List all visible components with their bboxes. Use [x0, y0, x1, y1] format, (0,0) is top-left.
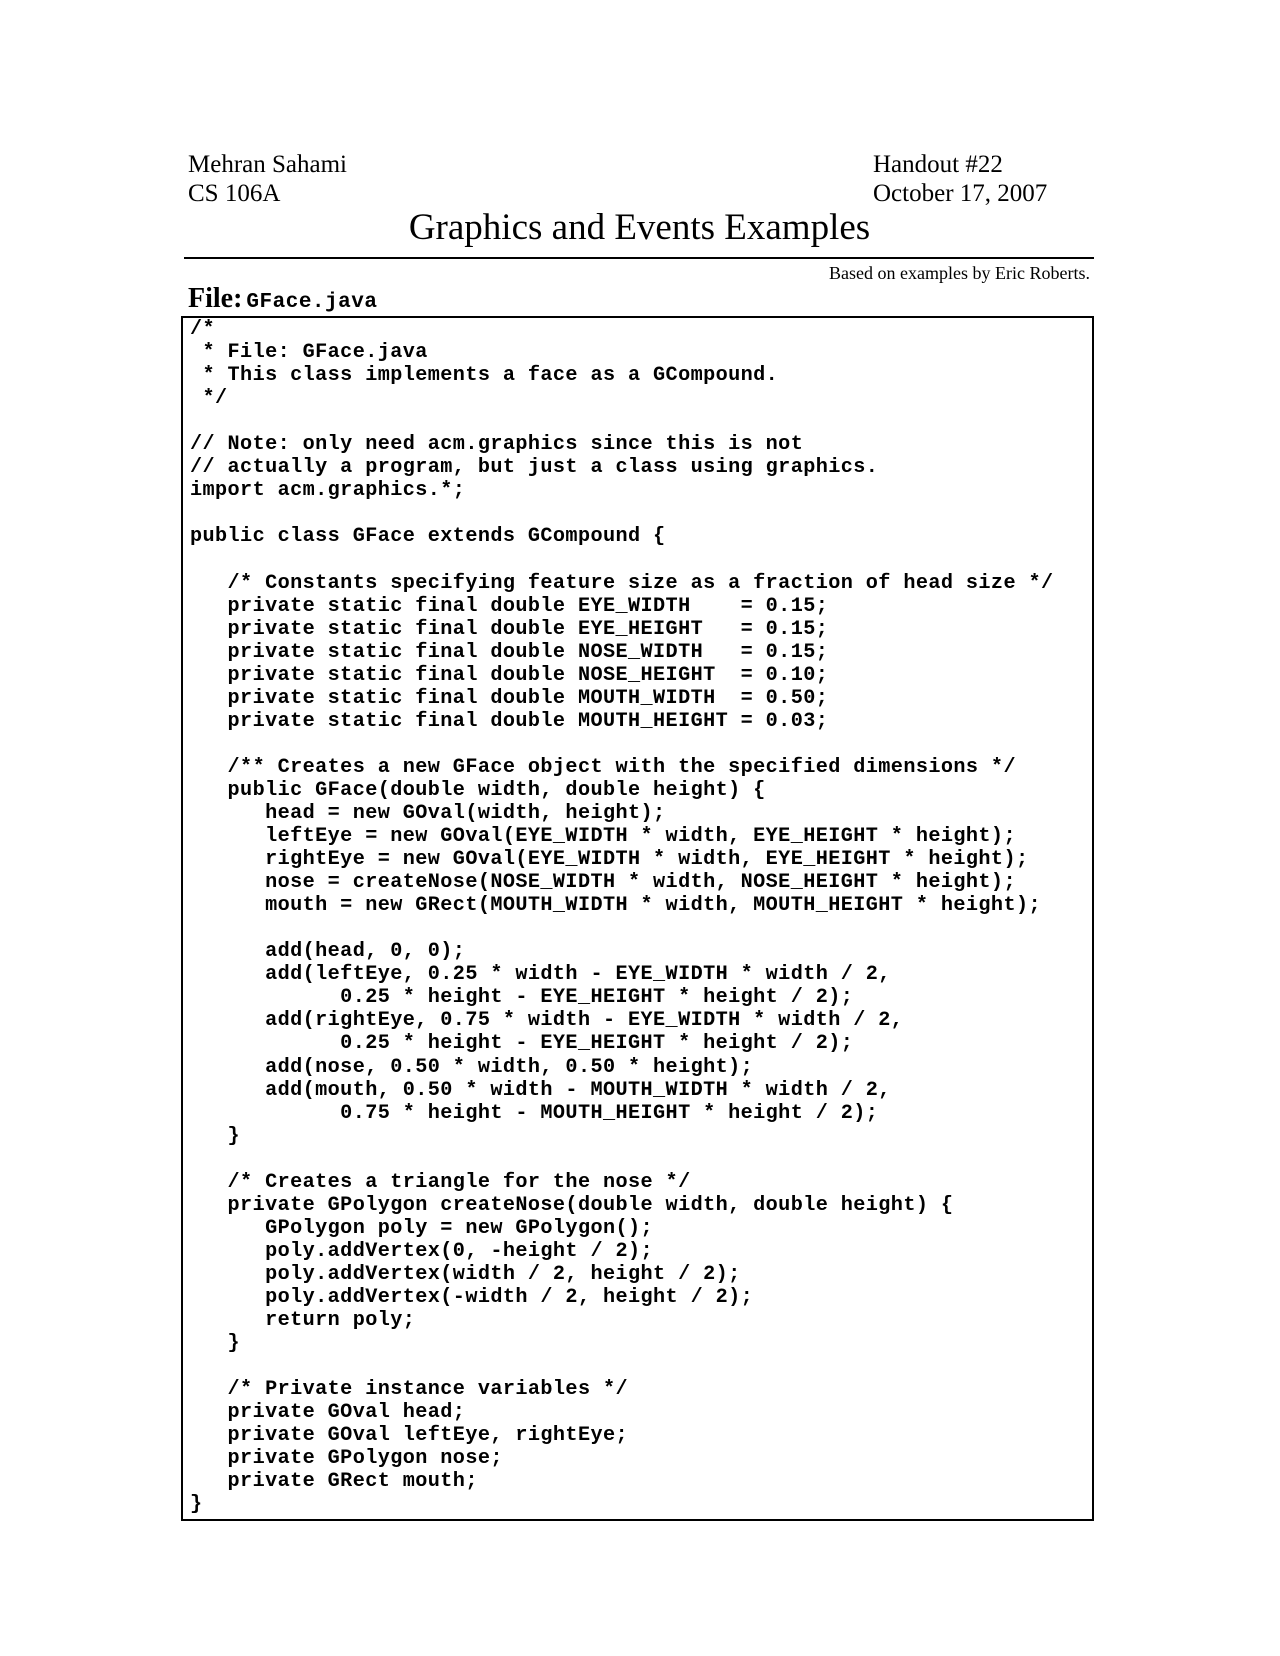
file-heading — [188, 282, 377, 316]
code-listing-box — [181, 316, 1094, 1521]
header-right — [873, 150, 1047, 208]
code-line: } — [190, 1124, 241, 1148]
code-line: private static final double MOUTH_HEIGHT = 0.03; — [190, 709, 829, 733]
code-line: private GRect mouth; — [190, 1470, 478, 1494]
code-line: add(head, 0, 0); — [190, 940, 466, 964]
code-line: } — [190, 1493, 203, 1517]
code-line: */ — [190, 387, 228, 411]
code-line: private GOval leftEye, rightEye; — [190, 1424, 629, 1448]
code-line: head = new GOval(width, height); — [190, 801, 666, 825]
code-line: GPolygon poly = new GPolygon(); — [190, 1216, 654, 1240]
author-name: Mehran Sahami — [188, 151, 347, 178]
code-line: poly.addVertex(0, -height / 2); — [190, 1239, 654, 1263]
code-line: /* — [190, 318, 216, 341]
code-line: // Note: only need acm.graphics since this is not — [190, 433, 804, 457]
code-line: // actually a program, but just a class using graphics. — [190, 456, 879, 480]
code-line — [190, 502, 1092, 525]
code-line: leftEye = new GOval(EYE_WIDTH * width, EYE_HEIGHT * height); — [190, 825, 1016, 849]
code-line: private static final double MOUTH_WIDTH = 0.50; — [190, 686, 829, 710]
page-title: Graphics and Events Examples — [408, 207, 871, 248]
code-line: nose = createNose(NOSE_WIDTH * width, NOSE_HEIGHT * height); — [190, 871, 1016, 895]
credit-note: Based on examples by Eric Roberts. — [829, 263, 1090, 283]
code-line: 0.25 * height - EYE_HEIGHT * height / 2); — [190, 986, 854, 1010]
code-line: rightEye = new GOval(EYE_WIDTH * width, EYE_HEIGHT * height); — [190, 848, 1029, 872]
file-name: GFace.java — [246, 291, 378, 314]
code-line — [190, 548, 1092, 571]
code-line: private static final double NOSE_HEIGHT = 0.10; — [190, 663, 829, 687]
code-line — [190, 733, 1092, 756]
code-line: } — [190, 1332, 241, 1356]
code-line: /* Private instance variables */ — [190, 1378, 629, 1402]
code-line — [190, 917, 1092, 940]
code-line: * This class implements a face as a GCompound. — [190, 364, 779, 388]
code-line: /* Constants specifying feature size as a fraction of head size */ — [190, 571, 1054, 595]
code-line: private static final double NOSE_WIDTH = 0.15; — [190, 640, 829, 664]
code-line: public class GFace extends GCompound { — [190, 525, 666, 549]
code-line: poly.addVertex(-width / 2, height / 2); — [190, 1285, 754, 1309]
code-line: import acm.graphics.*; — [190, 479, 466, 503]
title-divider — [184, 257, 1094, 259]
code-line: 0.75 * height - MOUTH_HEIGHT * height / 2); — [190, 1101, 879, 1125]
handout-number: Handout #22 — [873, 151, 1003, 178]
code-line: return poly; — [190, 1309, 416, 1333]
code-line: add(mouth, 0.50 * width - MOUTH_WIDTH * width / 2, — [190, 1078, 891, 1102]
code-line: mouth = new GRect(MOUTH_WIDTH * width, MOUTH_HEIGHT * height); — [190, 894, 1041, 918]
code-line: 0.25 * height - EYE_HEIGHT * height / 2); — [190, 1032, 854, 1056]
code-line: private GPolygon createNose(double width, double height) { — [190, 1193, 954, 1217]
code-line: private GPolygon nose; — [190, 1447, 503, 1471]
code-line: add(rightEye, 0.75 * width - EYE_WIDTH * width / 2, — [190, 1009, 904, 1033]
code-line: public GFace(double width, double height) { — [190, 778, 766, 802]
code-line — [190, 410, 1092, 433]
code-line: add(nose, 0.50 * width, 0.50 * height); — [190, 1055, 754, 1079]
code-line: /* Creates a triangle for the nose */ — [190, 1170, 691, 1194]
code-line: private static final double EYE_HEIGHT = 0.15; — [190, 617, 829, 641]
header-left — [188, 150, 347, 208]
course-code: CS 106A — [188, 180, 281, 207]
code-line: poly.addVertex(width / 2, height / 2); — [190, 1262, 741, 1286]
code-line: private static final double EYE_WIDTH = 0.15; — [190, 594, 829, 618]
code-line — [190, 1148, 1092, 1171]
code-line: /** Creates a new GFace object with the specified dimensions */ — [190, 755, 1016, 779]
code-line: private GOval head; — [190, 1401, 466, 1425]
handout-date: October 17, 2007 — [873, 180, 1048, 207]
code-listing — [183, 318, 1092, 1516]
code-line — [190, 1355, 1092, 1378]
file-label: File: — [188, 283, 243, 314]
code-line: add(leftEye, 0.25 * width - EYE_WIDTH * width / 2, — [190, 963, 891, 987]
code-line: * File: GFace.java — [190, 341, 428, 365]
